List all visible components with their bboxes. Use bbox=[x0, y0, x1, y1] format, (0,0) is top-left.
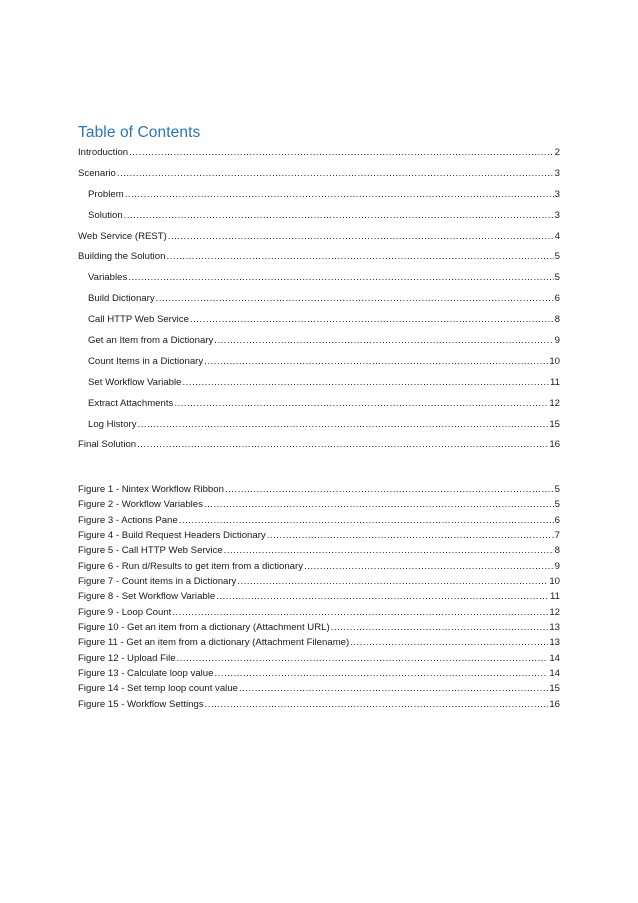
toc-entry[interactable] bbox=[78, 439, 560, 460]
figure-entry-label: Figure 4 - Build Request Headers Dictionary bbox=[78, 530, 266, 542]
toc-entry-page-number: 12 bbox=[549, 397, 560, 409]
figure-entry[interactable] bbox=[78, 591, 560, 606]
figure-entry[interactable] bbox=[78, 607, 560, 622]
toc-entry-label: Scenario bbox=[78, 167, 116, 179]
dot-leader bbox=[138, 419, 549, 430]
figure-entry[interactable] bbox=[78, 699, 560, 714]
figure-entry-page-number: 13 bbox=[549, 622, 560, 634]
dot-leader bbox=[172, 607, 548, 618]
toc-entry-label: Introduction bbox=[78, 147, 129, 158]
figure-entry-label: Figure 1 - Nintex Workflow Ribbon bbox=[78, 484, 224, 495]
dot-leader bbox=[177, 653, 549, 664]
dot-leader bbox=[137, 439, 548, 450]
figure-entry[interactable] bbox=[78, 668, 560, 683]
dot-leader bbox=[224, 545, 554, 556]
toc-entry-page-number: 6 bbox=[554, 293, 560, 305]
toc-entry[interactable] bbox=[78, 272, 560, 293]
figure-entry-page-number: 11 bbox=[550, 591, 560, 603]
dot-leader bbox=[124, 210, 554, 221]
toc-entry-label: Solution bbox=[88, 209, 123, 221]
figure-entry[interactable] bbox=[78, 622, 560, 637]
toc-entry-page-number: 16 bbox=[549, 439, 560, 451]
toc-entry[interactable] bbox=[78, 231, 560, 252]
toc-entry[interactable] bbox=[78, 314, 560, 335]
toc-entry[interactable] bbox=[78, 251, 560, 272]
figure-entry-page-number: 7 bbox=[554, 530, 560, 542]
toc-entry-label: Variables bbox=[88, 272, 128, 284]
toc-list bbox=[78, 147, 560, 460]
dot-leader bbox=[331, 622, 549, 633]
figure-entry-label: Figure 6 - Run d/Results to get item from a dictionary bbox=[78, 560, 304, 572]
toc-entry-label: Problem bbox=[88, 188, 124, 200]
figure-entry-label: Figure 10 - Get an item from a dictionary (Attachment URL) bbox=[78, 622, 330, 634]
figure-entry-page-number: 14 bbox=[549, 668, 560, 680]
toc-entry[interactable] bbox=[78, 147, 560, 168]
toc-entry[interactable] bbox=[78, 377, 560, 398]
toc-entry-label: Log History bbox=[88, 418, 137, 430]
figure-entry-label: Figure 2 - Workflow Variables bbox=[78, 499, 203, 511]
figure-entry-page-number: 16 bbox=[549, 698, 560, 710]
dot-leader bbox=[216, 591, 549, 602]
toc-entry-page-number: 3 bbox=[554, 188, 560, 200]
figure-entry[interactable] bbox=[78, 545, 560, 560]
toc-entry-page-number: 9 bbox=[554, 335, 560, 347]
figure-entry-label: Figure 8 - Set Workflow Variable bbox=[78, 591, 216, 603]
figure-entry-page-number: 6 bbox=[554, 514, 560, 526]
toc-entry-page-number: 3 bbox=[554, 209, 560, 221]
figure-entry-label: Figure 11 - Get an item from a dictionary (Attachment Filename) bbox=[78, 637, 350, 649]
figure-entry-page-number: 5 bbox=[554, 484, 560, 495]
figure-entry[interactable] bbox=[78, 653, 560, 668]
figure-list bbox=[78, 484, 560, 714]
figure-entry[interactable] bbox=[78, 530, 560, 545]
dot-leader bbox=[204, 499, 554, 510]
figure-entry[interactable] bbox=[78, 515, 560, 530]
figure-entry-label: Figure 9 - Loop Count bbox=[78, 606, 172, 618]
figure-entry-label: Figure 7 - Count items in a Dictionary bbox=[78, 576, 237, 588]
toc-entry-page-number: 10 bbox=[549, 355, 560, 367]
figure-entry-page-number: 13 bbox=[549, 637, 560, 649]
figure-entry-page-number: 8 bbox=[554, 545, 560, 557]
figure-entry[interactable] bbox=[78, 576, 560, 591]
figure-entry-page-number: 5 bbox=[554, 499, 560, 511]
figure-entry-label: Figure 14 - Set temp loop count value bbox=[78, 683, 238, 695]
figure-entry[interactable] bbox=[78, 683, 560, 698]
figure-entry-label: Figure 15 - Workflow Settings bbox=[78, 698, 204, 710]
toc-entry-label: Call HTTP Web Service bbox=[88, 314, 189, 326]
dot-leader bbox=[239, 683, 548, 694]
figure-entry-page-number: 9 bbox=[554, 560, 560, 572]
toc-entry-page-number: 11 bbox=[550, 376, 560, 388]
toc-entry[interactable] bbox=[78, 356, 560, 377]
dot-leader bbox=[205, 699, 549, 710]
dot-leader bbox=[204, 356, 548, 367]
figure-entry-page-number: 15 bbox=[549, 683, 560, 695]
figure-entry-page-number: 12 bbox=[549, 606, 560, 618]
dot-leader bbox=[350, 637, 548, 648]
dot-leader bbox=[174, 398, 548, 409]
dot-leader bbox=[128, 272, 553, 283]
dot-leader bbox=[304, 561, 554, 572]
toc-entry-label: Build Dictionary bbox=[88, 293, 155, 305]
figure-entry[interactable] bbox=[78, 484, 560, 499]
figure-entry-label: Figure 3 - Actions Pane bbox=[78, 514, 178, 526]
dot-leader bbox=[214, 335, 553, 346]
toc-entry-label: Count Items in a Dictionary bbox=[88, 355, 204, 367]
dot-leader bbox=[179, 515, 554, 526]
toc-entry-label: Building the Solution bbox=[78, 251, 166, 263]
toc-entry-label: Extract Attachments bbox=[88, 397, 174, 409]
toc-entry-label: Web Service (REST) bbox=[78, 230, 167, 242]
toc-entry[interactable] bbox=[78, 335, 560, 356]
dot-leader bbox=[156, 293, 554, 304]
figure-entry-page-number: 10 bbox=[549, 576, 560, 588]
toc-entry[interactable] bbox=[78, 398, 560, 419]
toc-entry-page-number: 5 bbox=[554, 272, 560, 284]
toc-entry[interactable] bbox=[78, 419, 560, 440]
toc-entry-label: Final Solution bbox=[78, 439, 137, 451]
toc-entry-page-number: 4 bbox=[554, 230, 560, 242]
figure-entry-label: Figure 13 - Calculate loop value bbox=[78, 668, 214, 680]
toc-entry-label: Set Workflow Variable bbox=[88, 376, 182, 388]
dot-leader bbox=[166, 251, 553, 262]
dot-leader bbox=[117, 168, 554, 179]
dot-leader bbox=[129, 147, 554, 158]
figure-entry[interactable] bbox=[78, 637, 560, 652]
dot-leader bbox=[168, 231, 554, 242]
toc-entry[interactable] bbox=[78, 189, 560, 210]
dot-leader bbox=[237, 576, 548, 587]
toc-entry-page-number: 8 bbox=[554, 314, 560, 326]
toc-entry[interactable] bbox=[78, 293, 560, 314]
toc-entry[interactable] bbox=[78, 168, 560, 189]
figure-entry[interactable] bbox=[78, 561, 560, 576]
toc-entry-label: Get an Item from a Dictionary bbox=[88, 335, 214, 347]
figure-entry[interactable] bbox=[78, 499, 560, 514]
dot-leader bbox=[225, 484, 554, 495]
toc-entry[interactable] bbox=[78, 210, 560, 231]
toc-entry-page-number: 15 bbox=[549, 418, 560, 430]
dot-leader bbox=[125, 189, 554, 200]
toc-entry-page-number: 3 bbox=[554, 167, 560, 179]
dot-leader bbox=[267, 530, 554, 541]
dot-leader bbox=[183, 377, 550, 388]
toc-entry-page-number: 2 bbox=[554, 147, 560, 158]
toc-title: Table of Contents bbox=[78, 124, 201, 141]
toc-entry-page-number: 5 bbox=[554, 251, 560, 263]
figure-entry-label: Figure 12 - Upload File bbox=[78, 652, 176, 664]
figure-entry-page-number: 14 bbox=[549, 652, 560, 664]
figure-entry-label: Figure 5 - Call HTTP Web Service bbox=[78, 545, 223, 557]
dot-leader bbox=[190, 314, 554, 325]
dot-leader bbox=[214, 668, 548, 679]
